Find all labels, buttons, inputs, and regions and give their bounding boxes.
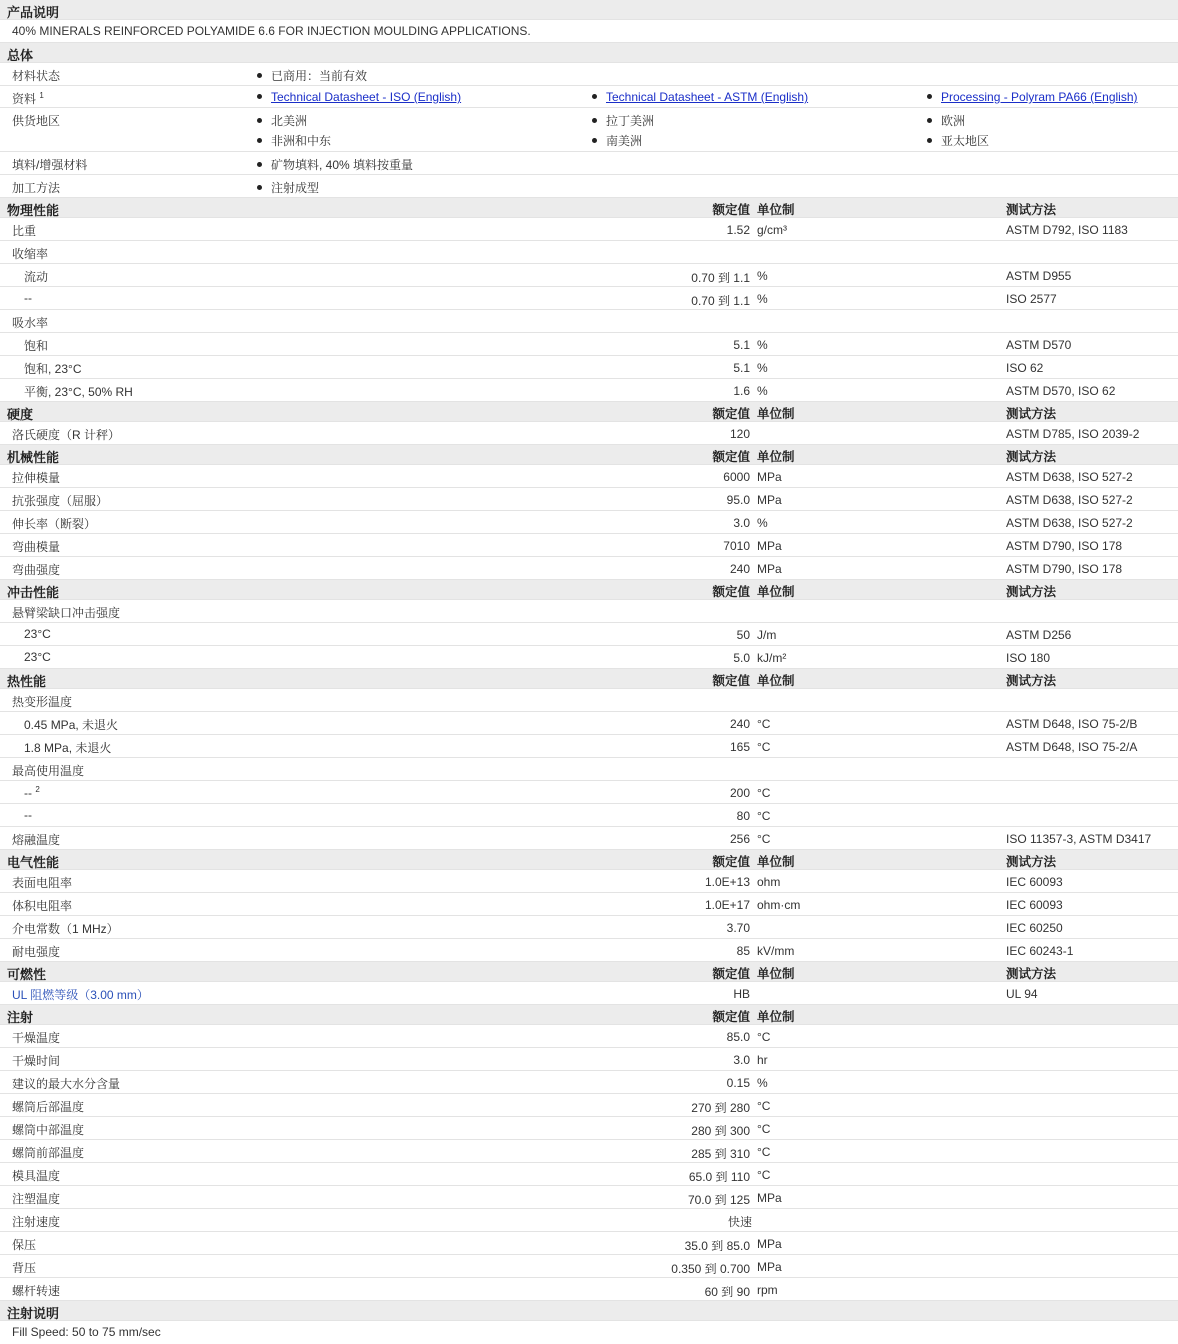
property-unit: % [757,269,768,283]
property-row [0,1163,1178,1186]
property-unit: J/m [757,628,777,642]
section-header-physical [0,198,1178,218]
property-value: 285 到 310 [691,1147,750,1161]
test-method: ASTM D790, ISO 178 [1006,562,1123,576]
property-label: 螺筒中部温度 [12,1123,85,1137]
property-label: 吸水率 [12,316,49,330]
property-label: 0.45 MPa, 未退火 [24,718,119,732]
property-row [0,600,1178,623]
section-title: 注射 [7,1010,34,1025]
processing-method-label: 加工方法 [12,181,61,195]
property-label: 最高使用温度 [12,764,85,778]
section-title: 热性能 [7,674,47,689]
test-method: ASTM D648, ISO 75-2/A [1006,740,1138,754]
property-row [0,310,1178,333]
region-item: 欧洲 [927,112,965,129]
doc-link-iso[interactable] [257,90,461,104]
column-header-method: 测试方法 [1006,967,1057,981]
supply-regions-label: 供货地区 [12,114,61,128]
property-unit: % [757,384,768,398]
property-row [0,1255,1178,1278]
property-label: 流动 [24,270,49,284]
property-value: 快速 [727,1215,752,1229]
section-title: 电气性能 [7,855,60,870]
property-unit: MPa [757,562,782,576]
property-label: UL 阻燃等级（3.00 mm） [12,988,149,1002]
region-item: 北美洲 [257,112,307,129]
bullet-icon [257,138,262,143]
property-label: 热变形温度 [12,695,73,709]
column-header-value: 额定值 [712,674,750,688]
property-value: 70.0 到 125 [687,1193,750,1207]
processing-method-value: 注射成型 [271,181,320,195]
property-row [0,804,1178,827]
property-label: 饱和, 23°C [24,362,82,376]
property-label: 螺筒后部温度 [12,1100,85,1114]
material-status-row [0,63,1178,86]
property-unit: °C [757,1122,771,1136]
test-method: IEC 60093 [1006,875,1063,889]
test-method: ASTM D792, ISO 1183 [1006,223,1128,237]
property-value: 270 到 280 [691,1101,750,1115]
property-label: 建议的最大水分含量 [12,1077,121,1091]
property-row [0,511,1178,534]
property-unit: °C [757,786,771,800]
property-unit: °C [757,717,771,731]
property-label: 洛氏硬度（R 计秤） [12,428,121,442]
property-label: 23°C [24,627,51,641]
processing-method-row [0,175,1178,198]
property-unit: MPa [757,539,782,553]
property-row [0,356,1178,379]
property-value: 65.0 到 110 [688,1170,750,1184]
property-value: 0.350 到 0.700 [671,1262,750,1276]
property-row [0,488,1178,511]
test-method: ASTM D638, ISO 527-2 [1006,470,1133,484]
bullet-icon [257,73,262,78]
bullet-icon [592,118,597,123]
property-unit: rpm [757,1283,778,1297]
section-title: 产品说明 [7,5,60,20]
column-header-value: 额定值 [712,450,750,464]
property-value: 60 到 90 [704,1285,750,1299]
column-header-unit: 单位制 [757,855,795,869]
bullet-icon [257,94,262,99]
property-row [0,893,1178,916]
bullet-icon [257,185,262,190]
property-unit: °C [757,1145,771,1159]
product-description: 40% MINERALS REINFORCED POLYAMIDE 6.6 FOR INJECTION MOULDING APPLICATIONS. [12,24,531,38]
property-unit: °C [757,1030,771,1044]
property-value: 5.1 [733,338,750,352]
section-header-product-desc [0,0,1178,20]
property-value: 3.70 [726,921,750,935]
property-value: 200 [729,786,750,800]
property-value: 3.0 [733,1053,750,1067]
column-header-unit: 单位制 [757,585,795,599]
property-value: 5.0 [733,651,750,665]
property-value: 80 [736,809,750,823]
property-label: 弯曲强度 [12,563,61,577]
property-value: 85 [736,944,750,958]
property-label: 23°C [24,650,51,664]
property-label: -- [24,291,32,305]
bullet-icon [927,118,932,123]
property-label: -- [24,808,32,822]
column-header-value: 额定值 [712,967,750,981]
property-row [0,1048,1178,1071]
property-unit: ohm [757,875,781,889]
property-row [0,1232,1178,1255]
test-method: ASTM D790, ISO 178 [1006,539,1123,553]
property-row [0,333,1178,356]
section-title: 物理性能 [7,203,60,218]
property-unit: % [757,516,768,530]
property-sections [0,198,1178,1301]
property-label: 1.8 MPa, 未退火 [24,741,112,755]
test-method: IEC 60093 [1006,898,1063,912]
section-title: 总体 [7,48,34,63]
test-method: ASTM D785, ISO 2039-2 [1006,427,1140,441]
property-row [0,827,1178,850]
test-method: ASTM D256 [1006,628,1072,642]
material-status-label: 材料状态 [12,69,61,83]
property-unit: kJ/m² [757,651,787,665]
property-row [0,1209,1178,1232]
property-row [0,465,1178,488]
section-title: 注射说明 [7,1306,60,1321]
property-unit: % [757,1076,768,1090]
section-header-mechanical [0,445,1178,465]
property-unit: MPa [757,470,782,484]
property-unit: kV/mm [757,944,795,958]
property-label: 悬臂梁缺口冲击强度 [12,606,121,620]
property-row [0,557,1178,580]
property-label: 抗张强度（屈服） [12,494,109,508]
doc-link-iso-text[interactable]: Technical Datasheet - ISO (English) [271,90,462,104]
column-header-unit: 单位制 [757,203,795,217]
property-row [0,379,1178,402]
section-header-injection [0,1005,1178,1025]
test-method: IEC 60243-1 [1006,944,1074,958]
bullet-icon [257,162,262,167]
column-header-unit: 单位制 [757,674,795,688]
property-row [0,689,1178,712]
property-unit: % [757,361,768,375]
property-unit: % [757,292,768,306]
documents-row [0,86,1178,108]
property-label: 背压 [12,1261,37,1275]
column-header-value: 额定值 [712,407,750,421]
property-label: 体积电阻率 [12,899,73,913]
documents-label: 资料 $^1$ [12,91,44,106]
property-row [0,646,1178,669]
material-status-item [257,67,367,84]
property-label: 平衡, 23°C, 50% RH [24,385,133,399]
property-row [0,916,1178,939]
property-label: 注射速度 [12,1215,61,1229]
bullet-icon [927,94,932,99]
column-header-unit: 单位制 [757,967,795,981]
section-title: 冲击性能 [7,585,60,600]
property-value: 256 [729,832,750,846]
property-value: 85.0 [726,1030,750,1044]
region-item: 南美洲 [592,132,642,149]
property-label: 介电常数（1 MHz） [12,922,119,936]
test-method: IEC 60250 [1006,921,1063,935]
property-row [0,218,1178,241]
doc-link-astm[interactable] [592,90,808,104]
property-row [0,758,1178,781]
property-unit: g/cm³ [757,223,787,237]
property-unit: MPa [757,1237,782,1251]
column-header-method: 测试方法 [1006,585,1057,599]
test-method: ASTM D570 [1006,338,1072,352]
section-header-flammability [0,962,1178,982]
column-header-method: 测试方法 [1006,450,1057,464]
property-row [0,982,1178,1005]
test-method: ASTM D570, ISO 62 [1006,384,1116,398]
property-value: 1.0E+17 [704,898,750,912]
column-header-method: 测试方法 [1006,674,1057,688]
property-value: 1.52 [726,223,750,237]
property-row [0,1025,1178,1048]
bullet-icon [592,94,597,99]
test-method: ISO 62 [1006,361,1044,375]
test-method: ISO 2577 [1006,292,1057,306]
test-method: ASTM D648, ISO 75-2/B [1006,717,1138,731]
property-label: 模具温度 [12,1169,61,1183]
property-unit: MPa [757,1191,782,1205]
property-row [0,264,1178,287]
property-row [0,1071,1178,1094]
test-method: ISO 180 [1006,651,1051,665]
column-header-unit: 单位制 [757,407,795,421]
region-item: 非洲和中东 [257,132,331,149]
property-value: 95.0 [726,493,750,507]
section-header-impact [0,580,1178,600]
property-value: 0.15 [726,1076,750,1090]
property-row [0,623,1178,646]
property-value: 120 [729,427,750,441]
property-label: 熔融温度 [12,833,61,847]
property-value: 5.1 [733,361,750,375]
property-value: 6000 [723,470,750,484]
product-description-row [0,20,1178,43]
property-label: 收缩率 [12,247,49,261]
property-label: 耐电强度 [12,945,61,959]
property-label: 伸长率（断裂） [12,517,97,531]
section-header-hardness [0,402,1178,422]
property-label: 干燥时间 [12,1054,61,1068]
property-label: 保压 [12,1238,37,1252]
property-row [0,534,1178,557]
injection-notes-text: Fill Speed: 50 to 75 mm/sec [12,1325,161,1339]
doc-link-processing-text[interactable]: Processing - Polyram PA66 (English) [941,90,1138,104]
property-value: 280 到 300 [691,1124,750,1138]
column-header-value: 额定值 [712,855,750,869]
property-row [0,870,1178,893]
test-method: ASTM D638, ISO 527-2 [1006,493,1133,507]
property-row [0,1140,1178,1163]
property-row [0,939,1178,962]
property-label: 注塑温度 [12,1192,61,1206]
property-row [0,422,1178,445]
supply-regions-row [0,108,1178,152]
doc-link-astm-text[interactable]: Technical Datasheet - ASTM (English) [606,90,809,104]
test-method: ASTM D955 [1006,269,1072,283]
section-header-general [0,43,1178,63]
property-unit: °C [757,832,771,846]
bullet-icon [257,118,262,123]
processing-method-item [257,179,319,196]
property-label: -- $^2$ [24,785,40,800]
property-value: 0.70 到 1.1 [691,271,750,285]
property-label: 拉伸模量 [12,471,61,485]
section-title: 可燃性 [7,967,47,982]
column-header-method: 测试方法 [1006,407,1057,421]
property-unit: hr [757,1053,768,1067]
property-label: 弯曲模量 [12,540,61,554]
property-unit: °C [757,1099,771,1113]
material-status-value: 已商用：当前有效 [271,69,368,83]
test-method: UL 94 [1006,987,1038,1001]
property-label: 螺筒前部温度 [12,1146,85,1160]
property-label: 表面电阻率 [12,876,73,890]
test-method: ASTM D638, ISO 527-2 [1006,516,1133,530]
filler-item [257,156,413,173]
column-header-method: 测试方法 [1006,855,1057,869]
property-value: 240 [729,562,750,576]
property-row [0,735,1178,758]
property-row [0,1278,1178,1301]
property-row [0,781,1178,804]
property-row [0,287,1178,310]
filler-row [0,152,1178,175]
property-unit: MPa [757,1260,782,1274]
property-value: 35.0 到 85.0 [684,1239,750,1253]
property-label: 饱和 [24,339,49,353]
property-unit: MPa [757,493,782,507]
column-header-unit: 单位制 [757,450,795,464]
section-title: 机械性能 [7,450,60,465]
bullet-icon [927,138,932,143]
property-label: 干燥温度 [12,1031,61,1045]
property-value: 3.0 [733,516,750,530]
property-label: 比重 [12,224,37,238]
bullet-icon [592,138,597,143]
section-title: 硬度 [7,407,34,422]
doc-link-processing[interactable] [927,90,1138,104]
column-header-value: 额定值 [712,1010,750,1024]
section-header-electrical [0,850,1178,870]
property-unit: °C [757,740,771,754]
property-row [0,1186,1178,1209]
property-unit: °C [757,809,771,823]
property-row [0,241,1178,264]
property-row [0,1117,1178,1140]
property-row [0,1094,1178,1117]
property-value: 50 [736,628,750,642]
section-header-injection-notes [0,1301,1178,1321]
column-header-method: 测试方法 [1006,203,1057,217]
section-header-thermal [0,669,1178,689]
property-label: 螺杆转速 [12,1284,61,1298]
property-value: 0.70 到 1.1 [691,294,750,308]
property-value: HB [733,987,750,1001]
property-unit: ohm·cm [757,898,801,912]
property-unit: % [757,338,768,352]
filler-value: 矿物填料, 40% 填料按重量 [271,158,414,172]
property-value: 7010 [723,539,750,553]
property-value: 1.6 [733,384,750,398]
column-header-value: 额定值 [712,585,750,599]
property-value: 165 [729,740,750,754]
property-unit: °C [757,1168,771,1182]
property-value: 1.0E+13 [704,875,750,889]
filler-label: 填料/增强材料 [12,158,88,172]
region-item: 拉丁美洲 [592,112,654,129]
test-method: ISO 11357-3, ASTM D3417 [1006,832,1152,846]
region-item: 亚太地区 [927,132,989,149]
property-row [0,712,1178,735]
property-value: 240 [729,717,750,731]
column-header-unit: 单位制 [757,1010,795,1024]
column-header-value: 额定值 [712,203,750,217]
